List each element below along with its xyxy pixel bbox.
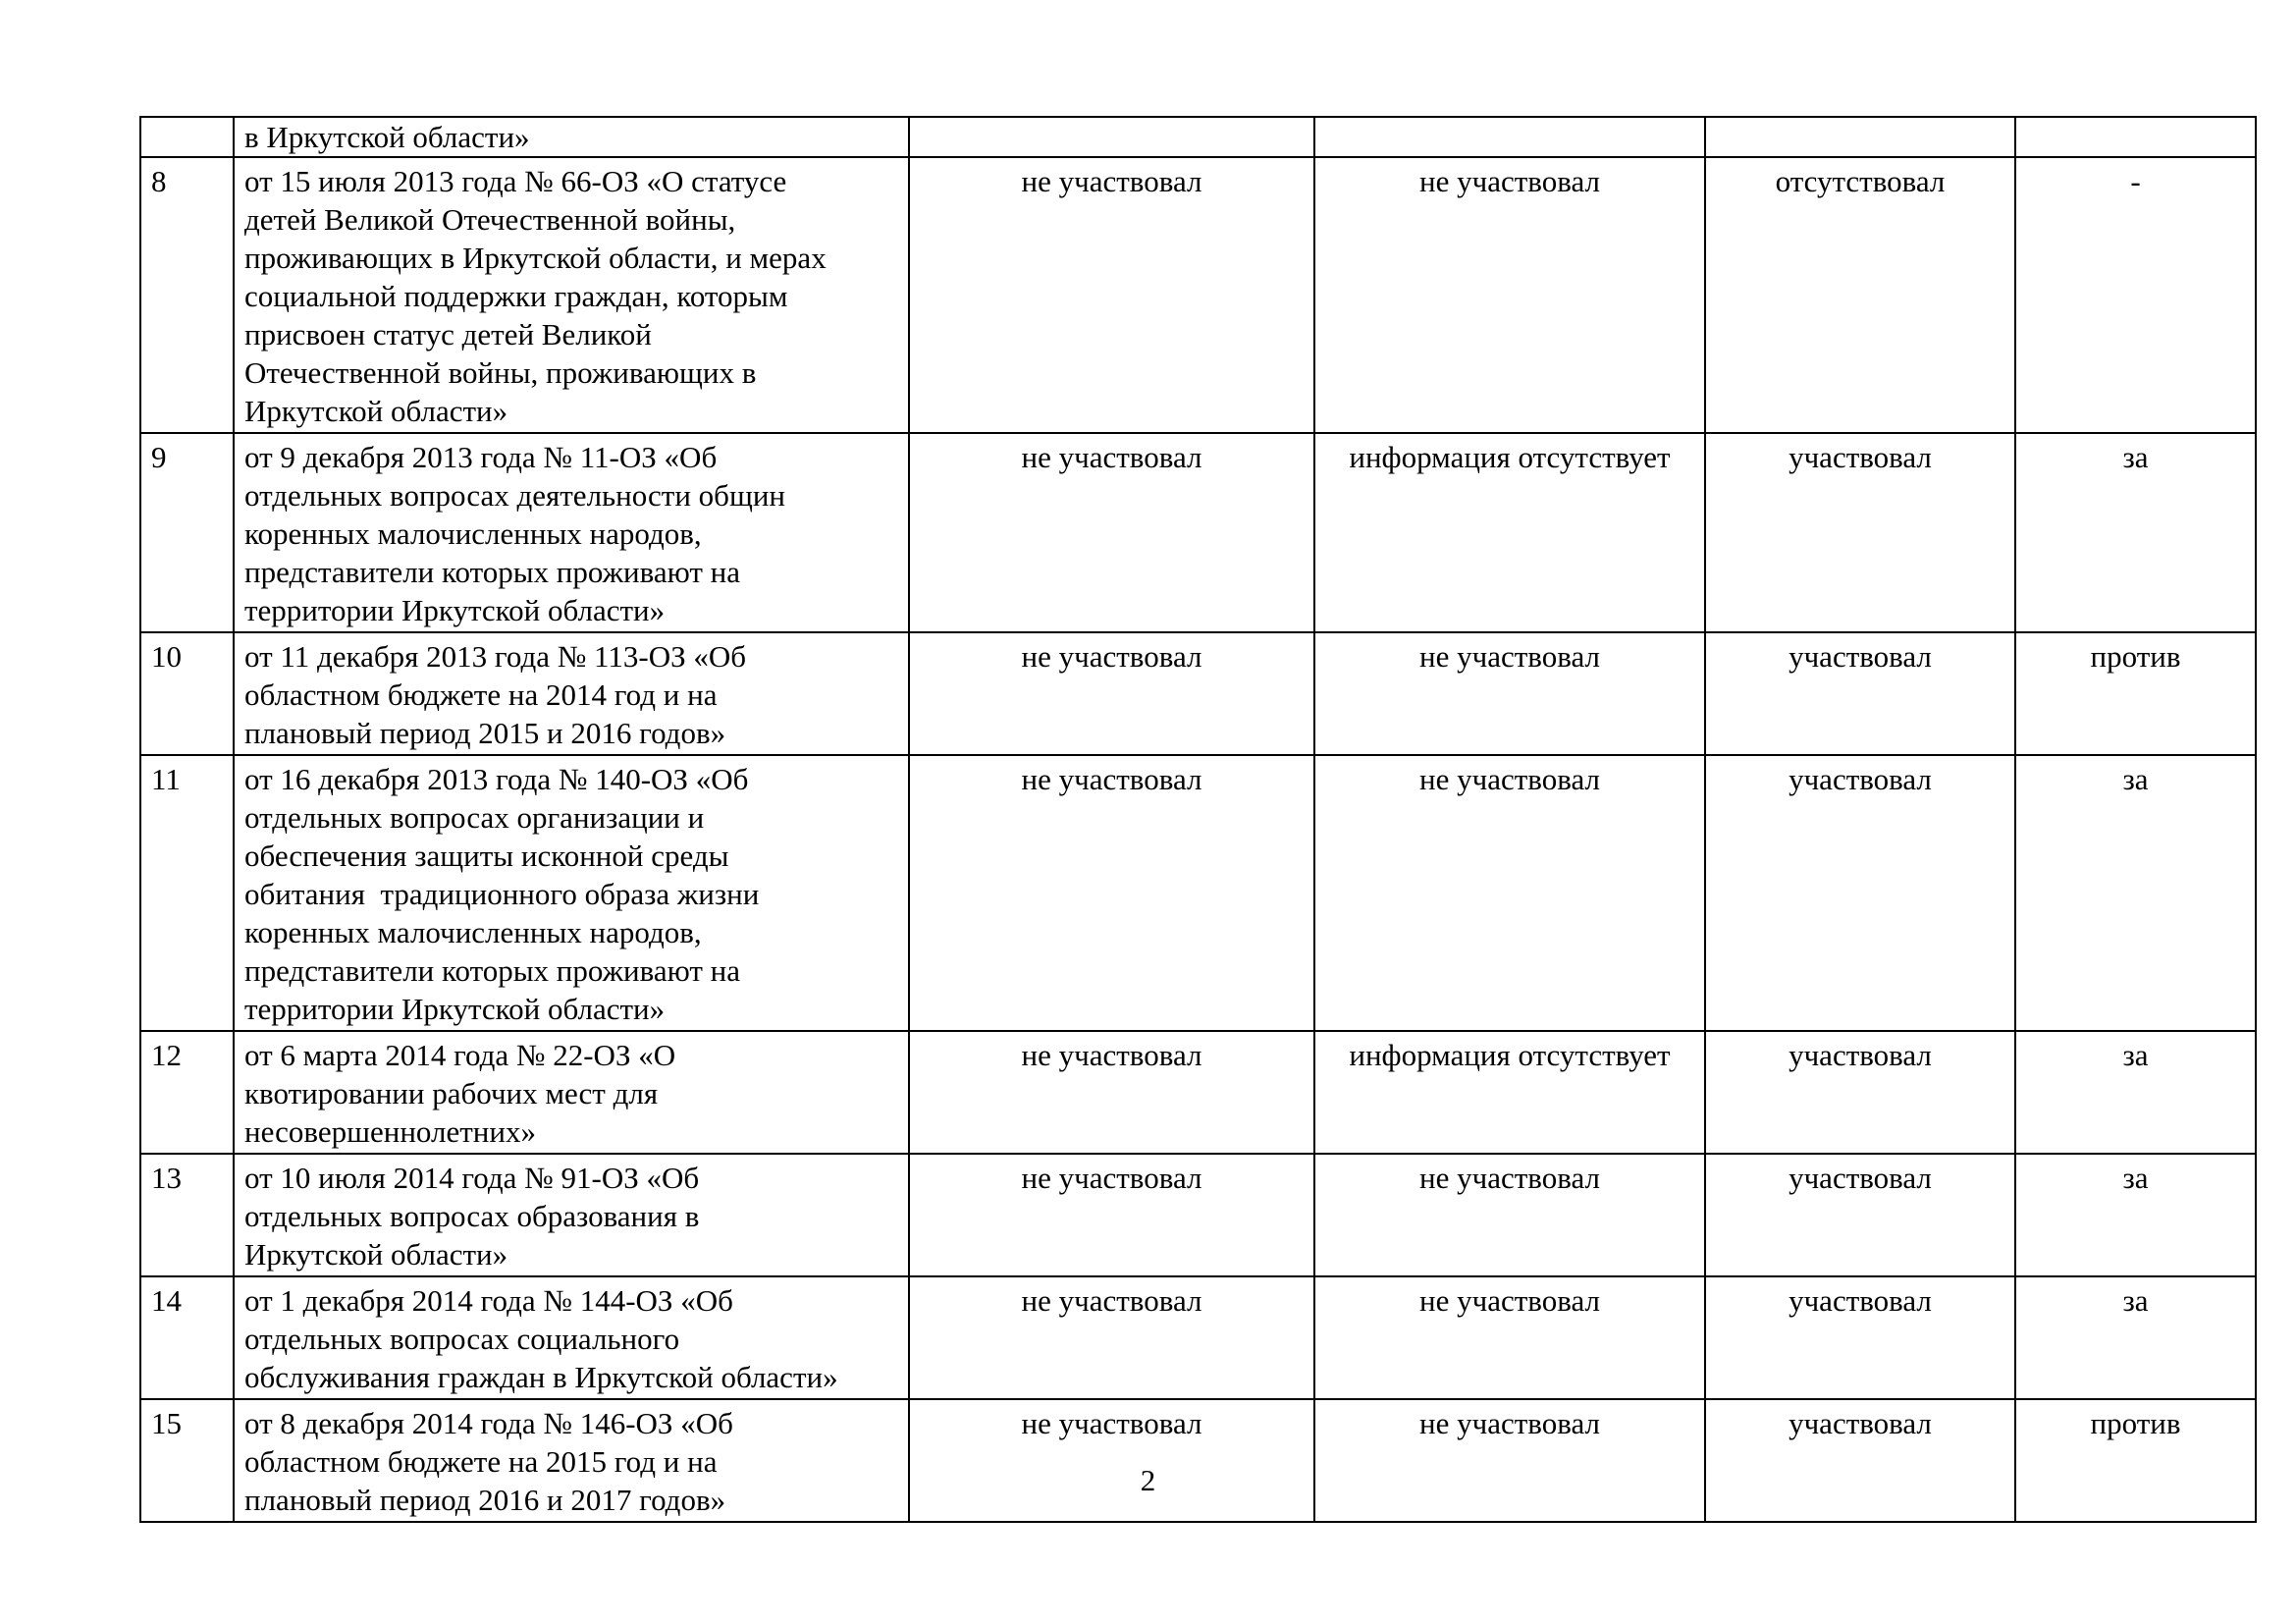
row-number-cell: 10 [140,632,234,755]
vote-cell [2015,117,2256,157]
law-title-line: плановый период 2015 и 2016 годов» [244,716,726,750]
law-title-line: коренных малочисленных народов, [244,915,702,949]
column-3-cell: участвовал [1705,1154,2015,1276]
table-row [140,755,2256,1031]
column-3-cell: участвовал [1705,433,2015,632]
law-title-line: квотировании рабочих мест для [244,1076,659,1110]
law-title-line: территории Иркутской области» [244,992,666,1026]
law-title-cell [234,755,909,1031]
column-1-cell: не участвовал [909,1154,1314,1276]
row-number-cell: 13 [140,1154,234,1276]
law-title-line: социальной поддержки граждан, которым [244,279,788,313]
column-2-cell: не участвовал [1314,632,1705,755]
column-3-cell: участвовал [1705,1399,2015,1522]
law-title-line: областном бюджете на 2014 год и на [244,677,718,712]
column-1-cell: не участвовал [909,632,1314,755]
law-title-cell [234,433,909,632]
row-number-cell: 9 [140,433,234,632]
column-3-cell: отсутствовал [1705,157,2015,433]
row-number-cell: 15 [140,1399,234,1522]
row-number-cell: 12 [140,1031,234,1154]
laws-voting-table [139,116,2257,1523]
law-title-line: представители которых проживают на [244,555,741,589]
law-title-line: представители которых проживают на [244,953,741,988]
column-1-cell: не участвовал [909,1399,1314,1522]
vote-cell: за [2015,755,2256,1031]
law-title-cell [234,632,909,755]
table-row-continuation [140,117,2256,157]
table-row [140,632,2256,755]
law-title-line: Иркутской области» [244,1237,508,1272]
law-title-line: обеспечения защиты исконной среды [244,839,729,873]
law-title-line: плановый период 2016 и 2017 годов» [244,1483,726,1517]
law-title-line: областном бюджете на 2015 год и на [244,1444,718,1479]
law-title-line: обслуживания граждан в Иркутской области» [244,1360,838,1394]
column-1-cell: не участвовал [909,433,1314,632]
column-2-cell: не участвовал [1314,1276,1705,1399]
row-number-cell: 14 [140,1276,234,1399]
law-title-line: присвоен статус детей Великой [244,317,652,352]
column-2-cell: не участвовал [1314,1154,1705,1276]
law-title-cell: в Иркутской области» [234,117,909,157]
column-3-cell: участвовал [1705,1276,2015,1399]
column-2-cell: не участвовал [1314,755,1705,1031]
column-2-cell: не участвовал [1314,157,1705,433]
law-title-line: Отечественной войны, проживающих в [244,355,757,390]
law-title-line: от 15 июля 2013 года № 66-ОЗ «О статусе [244,164,787,198]
column-2-cell: информация отсутствует [1314,433,1705,632]
law-title-line: территории Иркутской области» [244,593,666,627]
row-number-cell: 8 [140,157,234,433]
law-title-cell [234,1031,909,1154]
vote-cell: против [2015,1399,2256,1522]
vote-cell: за [2015,1276,2256,1399]
vote-cell: за [2015,1031,2256,1154]
vote-cell: против [2015,632,2256,755]
column-2-cell: информация отсутствует [1314,1031,1705,1154]
law-title-line: от 8 декабря 2014 года № 146-ОЗ «Об [244,1406,733,1440]
column-3-cell: участвовал [1705,632,2015,755]
law-title-line: отдельных вопросах социального [244,1322,680,1356]
table-body [140,117,2256,1522]
table-row [140,1154,2256,1276]
column-3-cell [1705,117,2015,157]
page-number: 2 [1140,1463,1156,1497]
law-title-cell [234,1154,909,1276]
law-title-line: детей Великой Отечественной войны, [244,202,736,237]
law-title-line: Иркутской области» [244,394,508,428]
law-title-line: отдельных вопросах образования в [244,1199,700,1233]
vote-cell: за [2015,1154,2256,1276]
column-1-cell [909,117,1314,157]
column-1-cell: не участвовал [909,157,1314,433]
law-title-cell [234,157,909,433]
column-3-cell: участвовал [1705,755,2015,1031]
law-title-line: от 1 декабря 2014 года № 144-ОЗ «Об [244,1283,733,1318]
vote-cell: - [2015,157,2256,433]
law-title-line: коренных малочисленных народов, [244,516,702,551]
law-title-line: отдельных вопросах организации и [244,800,705,835]
law-title-line: от 6 марта 2014 года № 22-ОЗ «О [244,1038,676,1072]
table-row [140,1276,2256,1399]
row-number-cell: 11 [140,755,234,1031]
table-row [140,433,2256,632]
column-1-cell: не участвовал [909,1031,1314,1154]
vote-cell: за [2015,433,2256,632]
column-1-cell: не участвовал [909,755,1314,1031]
column-2-cell [1314,117,1705,157]
law-title-line: проживающих в Иркутской области, и мерах [244,241,827,275]
table-row [140,157,2256,433]
law-title-line: от 16 декабря 2013 года № 140-ОЗ «Об [244,762,749,796]
column-2-cell: не участвовал [1314,1399,1705,1522]
law-title-line: обитания традиционного образа жизни [244,877,760,911]
row-number-cell [140,117,234,157]
law-title-line: от 9 декабря 2013 года № 11-ОЗ «Об [244,440,718,474]
law-title-line: от 11 декабря 2013 года № 113-ОЗ «Об [244,639,747,674]
law-title-line: несовершеннолетних» [244,1114,536,1149]
law-title-cell [234,1276,909,1399]
table-row [140,1031,2256,1154]
law-title-line: от 10 июля 2014 года № 91-ОЗ «Об [244,1161,700,1195]
column-1-cell: не участвовал [909,1276,1314,1399]
column-3-cell: участвовал [1705,1031,2015,1154]
law-title-line: отдельных вопросах деятельности общин [244,478,786,513]
